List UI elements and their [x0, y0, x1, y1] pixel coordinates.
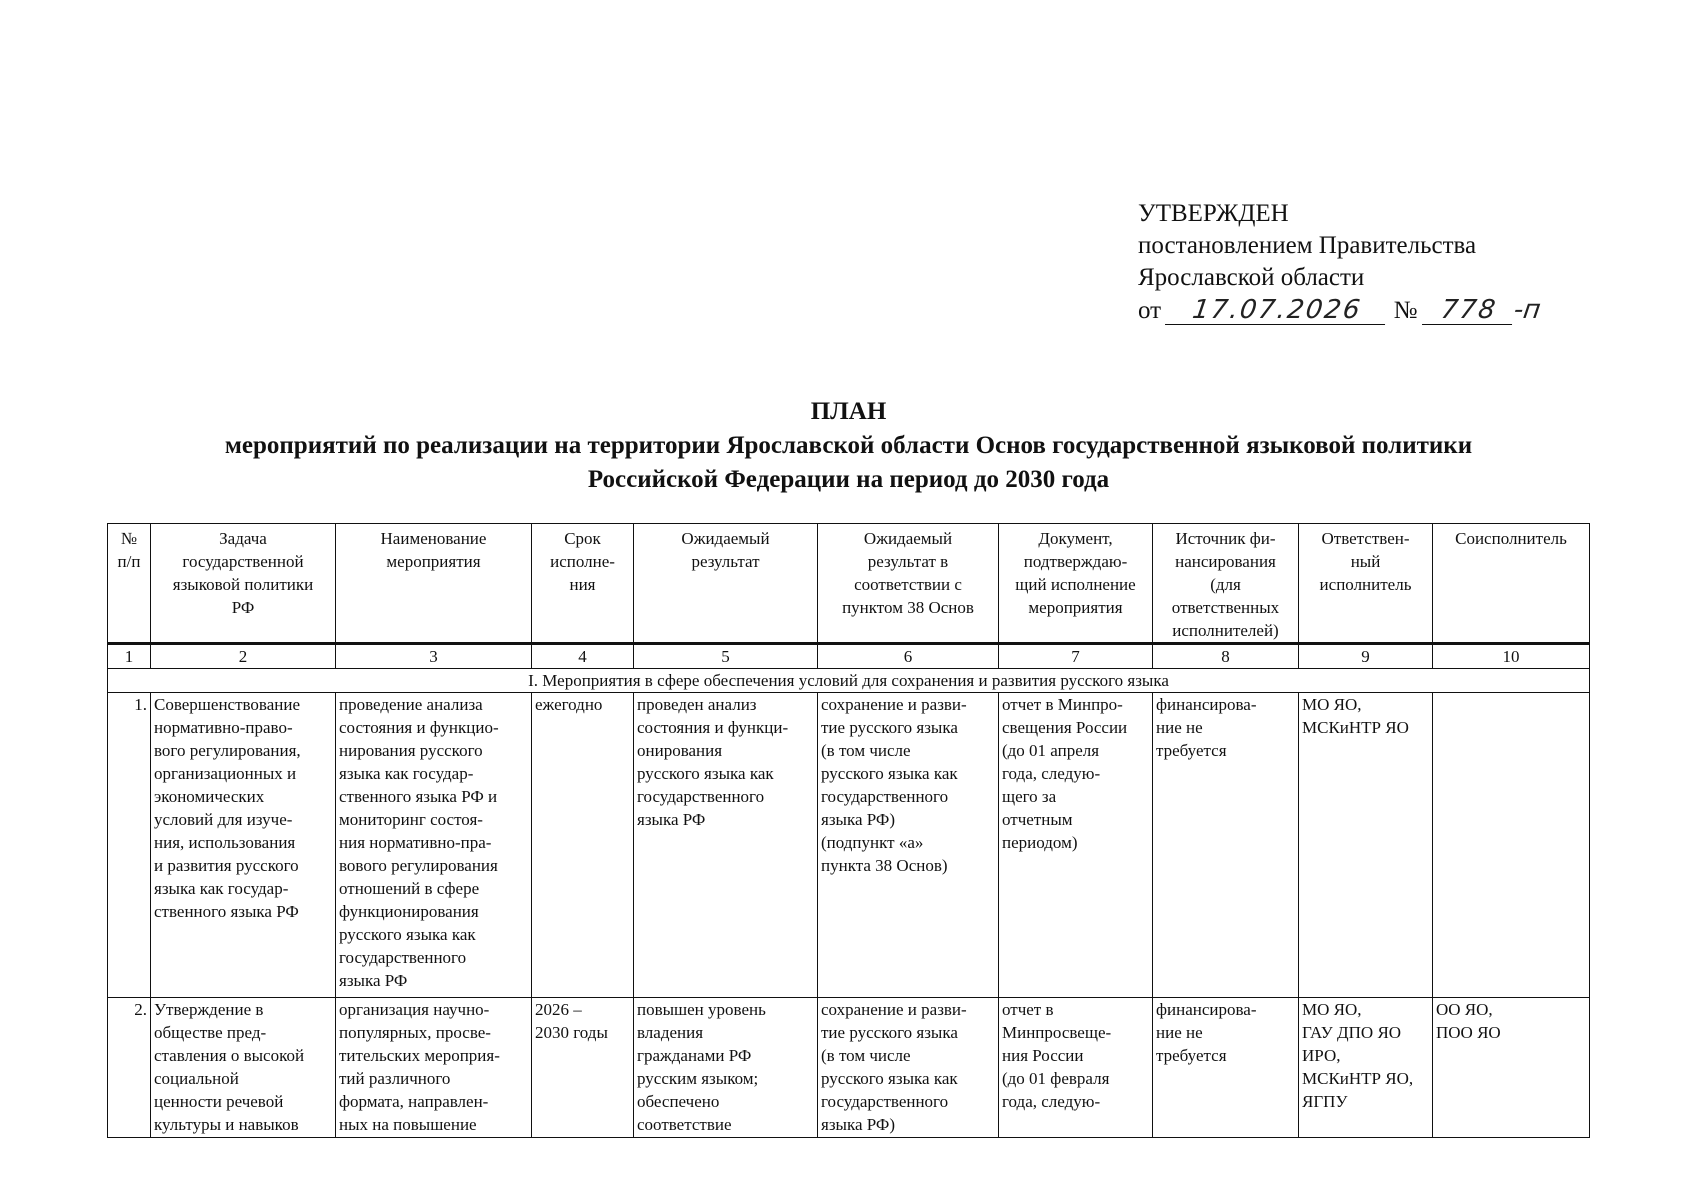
approval-heading: УТВЕРЖДЕН [1138, 200, 1289, 227]
table-row [108, 998, 1590, 1138]
title-line-3: Российской Федерации на период до 2030 года [587, 466, 1110, 493]
approval-line-resolution: постановлением Правительства [1138, 232, 1477, 259]
title-plan: ПЛАН [810, 398, 887, 425]
row-term: 2026 – 2030 годы [532, 998, 634, 1138]
approval-number: 778 [1422, 296, 1516, 325]
row-responsible: МО ЯО, ГАУ ДПО ЯО ИРО, МСКиНТР ЯО, ЯГПУ [1299, 998, 1433, 1138]
row-document: отчет в Минпро- свещения России (до 01 апреля года, следую- щего за отчетным периодом) [999, 693, 1153, 998]
approval-number-label: № [1393, 297, 1418, 324]
title-line-2: мероприятий по реализации на территории Ярославской области Основ государственной языковой политики [224, 432, 1473, 459]
header-coexecutor: Соисполнитель [1433, 524, 1590, 644]
section-title: I. Мероприятия в сфере обеспечения условий для сохранения и развития русского языка [108, 669, 1590, 693]
column-number: 4 [532, 644, 634, 669]
column-number: 8 [1153, 644, 1299, 669]
approval-from-label: от [1138, 297, 1162, 324]
column-number-row [108, 644, 1590, 669]
section-row [108, 669, 1590, 693]
column-number: 1 [108, 644, 151, 669]
header-task: Задача государственной языковой политики РФ [151, 524, 336, 644]
header-num: № п/п [108, 524, 151, 644]
header-result: Ожидаемый результат [634, 524, 818, 644]
column-number: 2 [151, 644, 336, 669]
row-document: отчет в Минпросвеще- ния России (до 01 февраля года, следую- [999, 998, 1153, 1138]
row-event: организация научно- популярных, просве- тительских мероприя- тий различного формата, направлен- ных на повышение [336, 998, 532, 1138]
header-funding: Источник фи- нансирования (для ответственных исполнителей) [1153, 524, 1299, 644]
table-header-row [108, 524, 1590, 644]
approval-date-line [1138, 294, 1543, 327]
row-result: повышен уровень владения гражданами РФ русским языком; обеспечено соответствие [634, 998, 818, 1138]
header-document: Документ, подтверждаю- щий исполнение мероприятия [999, 524, 1153, 644]
row-num: 1. [108, 693, 151, 998]
row-funding: финансирова- ние не требуется [1153, 998, 1299, 1138]
row-coexecutor: ОО ЯО, ПОО ЯО [1433, 998, 1590, 1138]
column-number: 9 [1299, 644, 1433, 669]
row-result38: сохранение и разви- тие русского языка (в том числе русского языка как государственного языка РФ) (подпункт «а» пункта 38 Основ) [818, 693, 999, 998]
row-task: Совершенствование нормативно-право- вого регулирования, организационных и экономических условий для изуче- ния, использования и развития русского языка как государ- ственного языка РФ [151, 693, 336, 998]
column-number: 3 [336, 644, 532, 669]
approval-date: 17.07.2026 [1165, 296, 1389, 325]
column-number: 6 [818, 644, 999, 669]
column-number: 7 [999, 644, 1153, 669]
approval-number-suffix: -п [1511, 295, 1543, 325]
plan-table [107, 523, 1590, 1138]
row-result: проведен анализ состояния и функци- онирования русского языка как государственного языка РФ [634, 693, 818, 998]
approval-line-region: Ярославской области [1138, 264, 1365, 291]
row-task: Утверждение в обществе пред- ставления о высокой социальной ценности речевой культуры и навыков [151, 998, 336, 1138]
column-number: 10 [1433, 644, 1590, 669]
header-responsible: Ответствен- ный исполнитель [1299, 524, 1433, 644]
header-term: Срок исполне- ния [532, 524, 634, 644]
row-coexecutor [1433, 693, 1590, 998]
row-term: ежегодно [532, 693, 634, 998]
document-title [0, 395, 1697, 497]
table-row [108, 693, 1590, 998]
row-result38: сохранение и разви- тие русского языка (в том числе русского языка как государственного языка РФ) [818, 998, 999, 1138]
column-number: 5 [634, 644, 818, 669]
row-event: проведение анализа состояния и функцио- нирования русского языка как государ- ственного языка РФ и мониторинг состоя- ния нормативно-пра- вового регулирования отношений в сфере функционирования русского языка как государственного языка РФ [336, 693, 532, 998]
row-funding: финансирова- ние не требуется [1153, 693, 1299, 998]
header-result38: Ожидаемый результат в соответствии с пунктом 38 Основ [818, 524, 999, 644]
row-num: 2. [108, 998, 151, 1138]
header-event: Наименование мероприятия [336, 524, 532, 644]
row-responsible: МО ЯО, МСКиНТР ЯО [1299, 693, 1433, 998]
approval-stamp [1138, 198, 1543, 327]
